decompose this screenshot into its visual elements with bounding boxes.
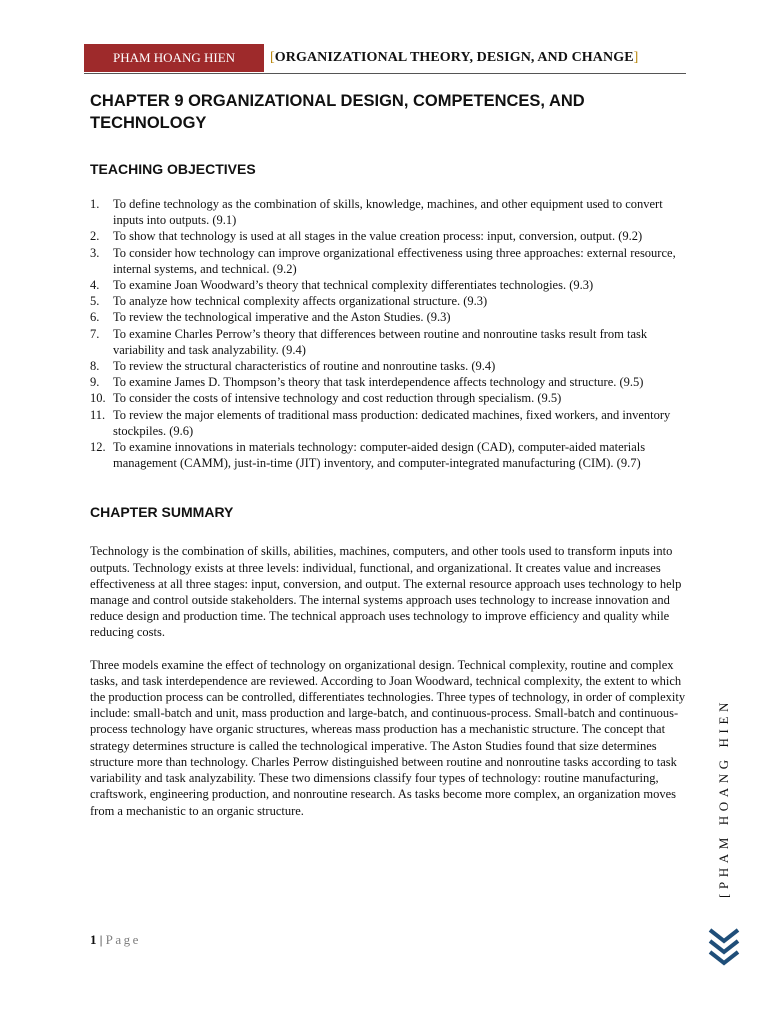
objective-text: To review the major elements of traditional mass production: dedicated machines, fixed workers, and inventory stockpiles. (9.6) [113,407,671,438]
objective-text: To define technology as the combination of skills, knowledge, machines, and other equipment used to convert inputs into outputs. (9.1) [113,197,663,228]
objective-item [90,245,686,277]
objective-item [90,358,686,374]
objective-item [90,374,686,390]
objective-number: 7. [90,326,100,341]
objective-text: To examine Charles Perrow’s theory that differences between routine and nonroutine tasks result from task variability and task analyzability. (9.4) [113,326,648,357]
objective-text: To review the technological imperative and the Aston Studies. (9.3) [113,310,451,325]
objective-number: 11. [90,407,106,422]
header-course-title [270,44,638,72]
objective-item [90,228,686,244]
summary-paragraph: Technology is the combination of skills, abilities, machines, computers, and other tools used to transform inputs into outputs. Technology exists at three levels: individual, functional, and organizational. It creates value and increases effectiveness at all three stages: input, conversion, and output. The external resource approach uses technology to help manage and control outside stakeholders. The internal systems approach uses technology to increase innovation and reduce design and production time. The technical approach uses technology to improve efficiency and quality while reducing costs. [90,544,682,640]
objective-item [90,439,686,471]
objective-number: 5. [90,294,100,309]
objective-item [90,196,686,228]
objective-number: 6. [90,310,100,325]
objective-number: 9. [90,375,100,390]
summary-paragraph: Three models examine the effect of technology on organizational design. Technical complexity, routine and complex tasks, and task interdependence are reviewed. According to Joan Woodward, technical complexity, the extent to which the production process can be controlled, differentiates technologies. Three types of technology, in order of complexity include: small-batch and unit, mass production and large-batch, and continuous-process. Small-batch and continuous-process technology have organic structures, whereas mass production has a mechanistic structure. The concept that strategy determines structure is called the technological imperative. The Aston Studies found that size determines structure more than technology. Charles Perrow distinguished between routine and nonroutine tasks according to task variability and task analyzability. These two dimensions classify four types of technology: routine manufacturing, craftswork, engineering production, and nonroutine research. As tasks become more complex, an organization moves from a mechanistic to an organic structure. [90,657,686,818]
footer-separator: | [96,932,106,947]
summary-heading: CHAPTER SUMMARY [90,504,234,521]
objective-item [90,277,686,293]
header-divider [84,73,686,74]
page-content [90,90,686,819]
page-footer [90,932,141,948]
chevron-down-icon [707,926,741,970]
objective-text: To review the structural characteristics of routine and nonroutine tasks. (9.4) [113,359,496,374]
objective-text: To examine James D. Thompson’s theory that task interdependence affects technology and structure. (9.5) [113,375,644,390]
objective-text: To examine innovations in materials technology: computer-aided design (CAD), computer-aided materials management (CAMM), just-in-time (JIT) inventory, and computer-integrated manufacturing (CIM). (9.7) [113,440,646,471]
objective-item [90,326,686,358]
objective-number: 8. [90,359,100,374]
objective-number: 12. [90,440,106,455]
objective-number: 4. [90,278,100,293]
header-author: PHAM HOANG HIEN [112,50,236,65]
objective-number: 3. [90,245,100,260]
objective-item [90,407,686,439]
header-bracket-close: ] [633,50,639,65]
chapter-title: CHAPTER 9 ORGANIZATIONAL DESIGN, COMPETENCES, AND TECHNOLOGY [90,92,585,132]
page-number: 1 [90,932,97,947]
objective-item [90,309,686,325]
objective-text: To examine Joan Woodward’s theory that technical complexity differentiates technologies. (9.3) [113,278,594,293]
header-bracket-open: [ [270,50,275,65]
objective-text: To consider how technology can improve organizational effectiveness using three approaches: external resource, internal systems, and technical. (9.2) [113,245,676,276]
objectives-list [90,196,686,471]
objective-number: 2. [90,229,100,244]
header-course-text: ORGANIZATIONAL THEORY, DESIGN, AND CHANGE [274,50,634,65]
objective-number: 10. [90,391,106,406]
objective-text: To show that technology is used at all stages in the value creation process: input, conversion, output. (9.2) [113,229,643,244]
objectives-heading: TEACHING OBJECTIVES [90,161,256,177]
header-author-banner [84,44,264,72]
objective-text: To consider the costs of intensive technology and cost reduction through specialism. (9.5) [113,391,562,406]
page-label: Page [105,932,141,947]
objective-number: 1. [90,197,100,211]
objective-item [90,390,686,406]
sidebar-author-text: [PHAM HOANG HIEN [716,698,731,898]
objective-text: To analyze how technical complexity affects organizational structure. (9.3) [113,294,488,309]
objective-item [90,293,686,309]
